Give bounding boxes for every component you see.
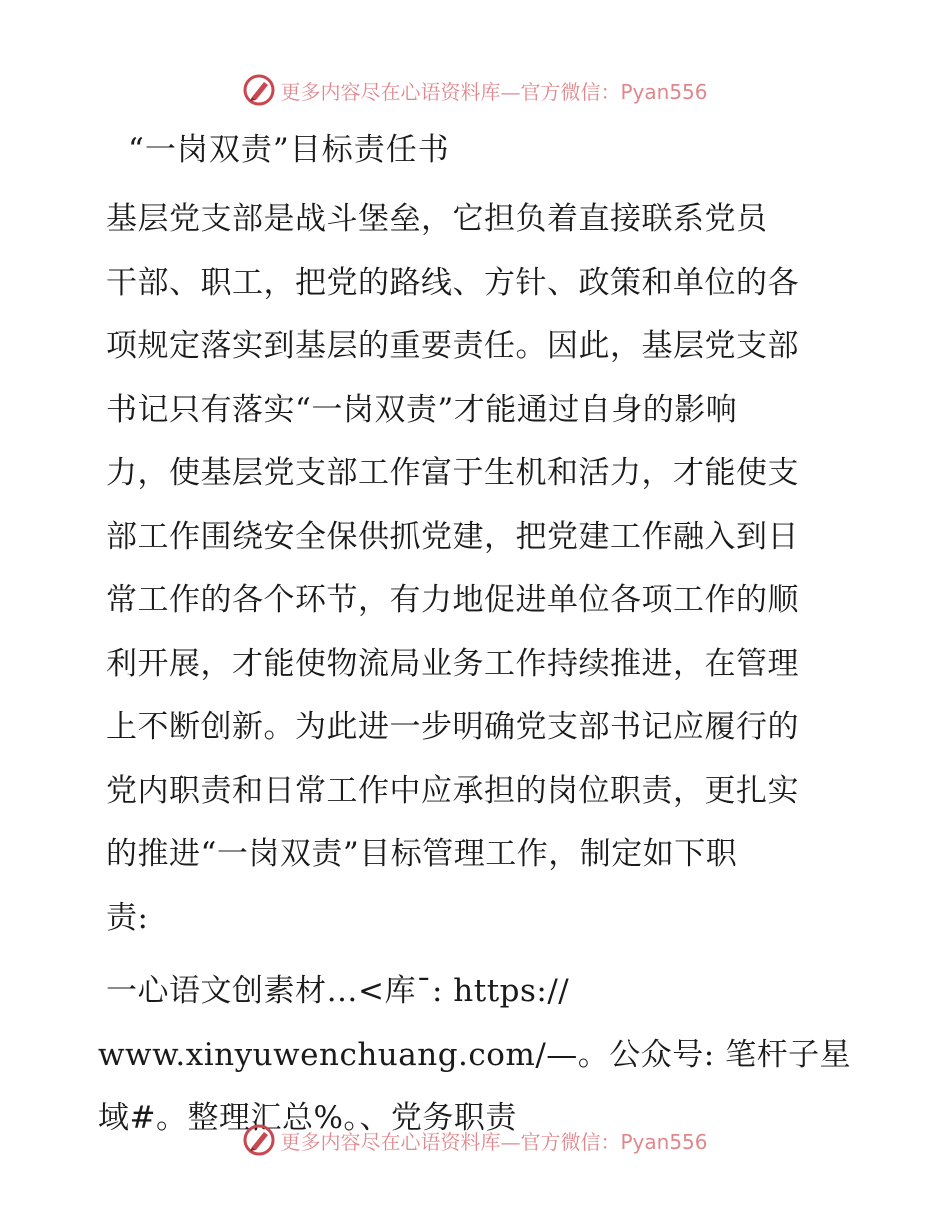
text-line: 上不断创新。为此进一步明确党支部书记应履行的 xyxy=(106,709,799,745)
watermark-text: 更多内容尽在心语资料库—官方微信：Pyan556 xyxy=(280,79,708,104)
text-line: 力，使基层党支部工作富于生机和活力，才能使支 xyxy=(106,455,799,491)
text-line: 党内职责和日常工作中应承担的岗位职责，更扎实 xyxy=(106,772,799,809)
text-line: 责: xyxy=(106,899,149,936)
text-line: 利开展，才能使物流局业务工作持续推进，在管理 xyxy=(106,645,799,682)
header-watermark xyxy=(0,70,950,110)
pen-nib-logo-icon xyxy=(242,73,276,107)
text-line: 域#。整理汇总%。、党务职责 xyxy=(98,1100,517,1136)
text-line: 书记只有落实“一岗双责”才能通过自身的影响 xyxy=(106,391,738,428)
paragraph-intro xyxy=(98,188,858,950)
watermark-text: 更多内容尽在心语资料库—官方微信：Pyan556 xyxy=(280,1129,708,1154)
text-line: 基层党支部是战斗堡垒，它担负着直接联系党员 xyxy=(106,201,768,237)
pen-nib-logo-icon xyxy=(242,1123,276,1157)
text-line: 部工作围绕安全保供抓党建，把党建工作融入到日 xyxy=(106,518,799,555)
document-body xyxy=(98,188,858,1151)
footer-watermark xyxy=(0,1120,950,1160)
document-title: “一岗双责”目标责任书 xyxy=(128,132,450,168)
text-line: 一心语文创素材…<库¯: https:// xyxy=(106,973,570,1009)
text-line: 项规定落实到基层的重要责任。因此，基层党支部 xyxy=(106,328,799,364)
text-line: 干部、职工，把党的路线、方针、政策和单位的各 xyxy=(106,264,799,301)
text-line: 的推进“一岗双责”目标管理工作，制定如下职 xyxy=(106,836,738,872)
text-line: www.xinyuwenchuang.com/—。公众号: 笔杆子星 xyxy=(98,1036,852,1073)
text-line: 常工作的各个环节，有力地促进单位各项工作的顺 xyxy=(106,582,799,618)
